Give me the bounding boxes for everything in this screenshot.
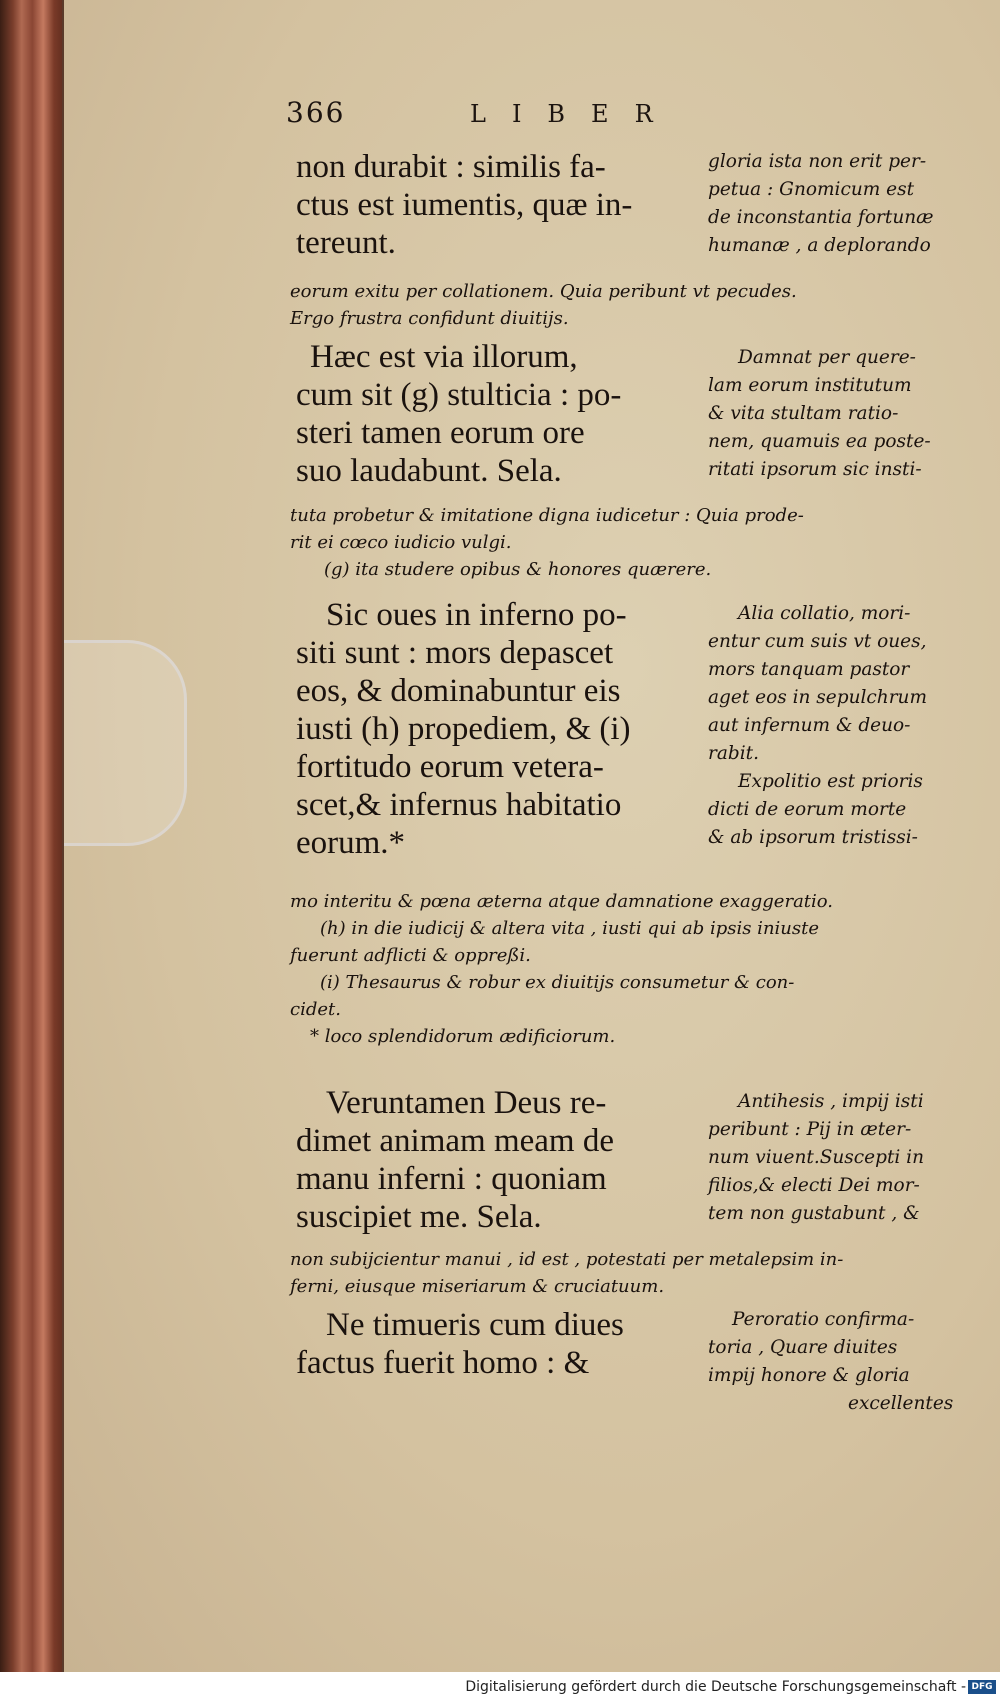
main-line: iusti (h) propediem, & (i) — [296, 711, 631, 747]
main-line: Sic oues in inferno po- — [326, 597, 627, 633]
marginal-note-4 — [708, 1088, 978, 1228]
note-line: nem, quamuis ea poste- — [708, 431, 931, 452]
note-line: petua : Gnomicum est — [708, 179, 915, 200]
note-line: Alia collatio, mori- — [738, 603, 911, 624]
note-line: rabit. — [708, 743, 759, 764]
note-line: filios,& electi Dei mor- — [708, 1175, 920, 1196]
commentary-line: eorum exitu per collationem. Quia peribunt vt pecudes. — [290, 281, 797, 302]
marginal-note-2 — [708, 344, 978, 484]
digitization-footer — [0, 1672, 1000, 1702]
main-line: eorum.* — [296, 825, 406, 861]
main-line: cum sit (g) stulticia : po- — [296, 377, 622, 413]
marginal-note-3 — [708, 600, 978, 852]
commentary-line: (i) Thesaurus & robur ex diuitijs consumetur & con- — [320, 972, 795, 993]
note-line: Peroratio confirma- — [732, 1309, 915, 1330]
main-text-block-2 — [296, 338, 676, 490]
main-line: factus fuerit homo : & — [296, 1345, 590, 1381]
main-line: tereunt. — [296, 225, 396, 261]
commentary-2 — [290, 502, 980, 583]
note-line: entur cum suis vt oues, — [708, 631, 927, 652]
main-text-block-4 — [296, 1084, 676, 1236]
note-line: impij honore & gloria — [708, 1365, 910, 1386]
note-line: & vita stultam ratio- — [708, 403, 899, 424]
main-line: Veruntamen Deus re- — [326, 1085, 607, 1121]
note-line: de inconstantia fortunæ — [708, 207, 934, 228]
note-line: aget eos in sepulchrum — [708, 687, 928, 708]
main-line: fortitudo eorum vetera- — [296, 749, 604, 785]
commentary-line: mo interitu & pœna æterna atque damnatione exaggeratio. — [290, 891, 834, 912]
main-line: siti sunt : mors depascet — [296, 635, 614, 671]
commentary-line: (g) ita studere opibus & honores quærere. — [324, 559, 712, 580]
note-line: mors tanquam pastor — [708, 659, 910, 680]
main-line: Hæc est via illorum, — [310, 339, 578, 375]
note-line: gloria ista non erit per- — [708, 151, 927, 172]
note-line: & ab ipsorum tristissi- — [708, 827, 918, 848]
note-line: Antihesis , impij isti — [738, 1091, 924, 1112]
commentary-line: non subijcientur manui , id est , potestati per metalepsim in- — [290, 1249, 844, 1270]
main-line: Ne timueris cum diues — [326, 1307, 624, 1343]
main-line: ctus est iumentis, quæ in- — [296, 187, 633, 223]
commentary-line: tuta probetur & imitatione digna iudicetur : Quia prode- — [290, 505, 804, 526]
note-line: num viuent.Suscepti in — [708, 1147, 925, 1168]
main-line: non durabit : similis fa- — [296, 149, 606, 185]
commentary-3 — [290, 888, 980, 1050]
commentary-line: fuerunt adflicti & oppreßi. — [290, 945, 531, 966]
commentary-line: rit ei cœco iudicio vulgi. — [290, 532, 512, 553]
note-line: humanæ , a deplorando — [708, 235, 931, 256]
note-line: lam eorum institutum — [708, 375, 912, 396]
note-line: peribunt : Pij in æter- — [708, 1119, 912, 1140]
note-line: excellentes — [848, 1393, 954, 1414]
note-line: Expolitio est prioris — [738, 771, 923, 792]
main-line: manu inferni : quoniam — [296, 1161, 607, 1197]
marginal-note-5 — [708, 1306, 978, 1418]
note-line: aut infernum & deuo- — [708, 715, 911, 736]
commentary-line: * loco splendidorum ædificiorum. — [310, 1026, 616, 1047]
marginal-note-1 — [708, 148, 978, 260]
running-head: LIBER — [470, 100, 679, 128]
commentary-line: cidet. — [290, 999, 341, 1020]
main-text-block-1 — [296, 148, 676, 262]
main-text-block-3 — [296, 596, 676, 862]
note-line: tem non gustabunt , & — [708, 1203, 920, 1224]
dfg-logo: DFG — [968, 1680, 996, 1694]
note-line: ritati ipsorum sic insti- — [708, 459, 922, 480]
page-clip — [64, 640, 187, 846]
main-line: suo laudabunt. Sela. — [296, 453, 562, 489]
page-number: 366 — [286, 96, 346, 129]
note-line: Damnat per quere- — [738, 347, 916, 368]
main-line: steri tamen eorum ore — [296, 415, 585, 451]
note-line: dicti de eorum morte — [708, 799, 907, 820]
commentary-line: ferni, eiusque miseriarum & cruciatuum. — [290, 1276, 665, 1297]
footer-credit: Digitalisierung gefördert durch die Deutsche Forschungsgemeinschaft - — [465, 1679, 966, 1695]
main-line: dimet animam meam de — [296, 1123, 614, 1159]
main-text-block-5 — [296, 1306, 676, 1382]
commentary-4 — [290, 1246, 980, 1300]
main-line: eos, & dominabuntur eis — [296, 673, 621, 709]
main-line: suscipiet me. Sela. — [296, 1199, 542, 1235]
main-line: scet,& infernus habitatio — [296, 787, 622, 823]
commentary-1 — [290, 278, 980, 332]
commentary-line: (h) in die iudicij & altera vita , iusti qui ab ipsis iniuste — [320, 918, 820, 939]
note-line: toria , Quare diuites — [708, 1337, 898, 1358]
commentary-line: Ergo frustra confidunt diuitijs. — [290, 308, 569, 329]
